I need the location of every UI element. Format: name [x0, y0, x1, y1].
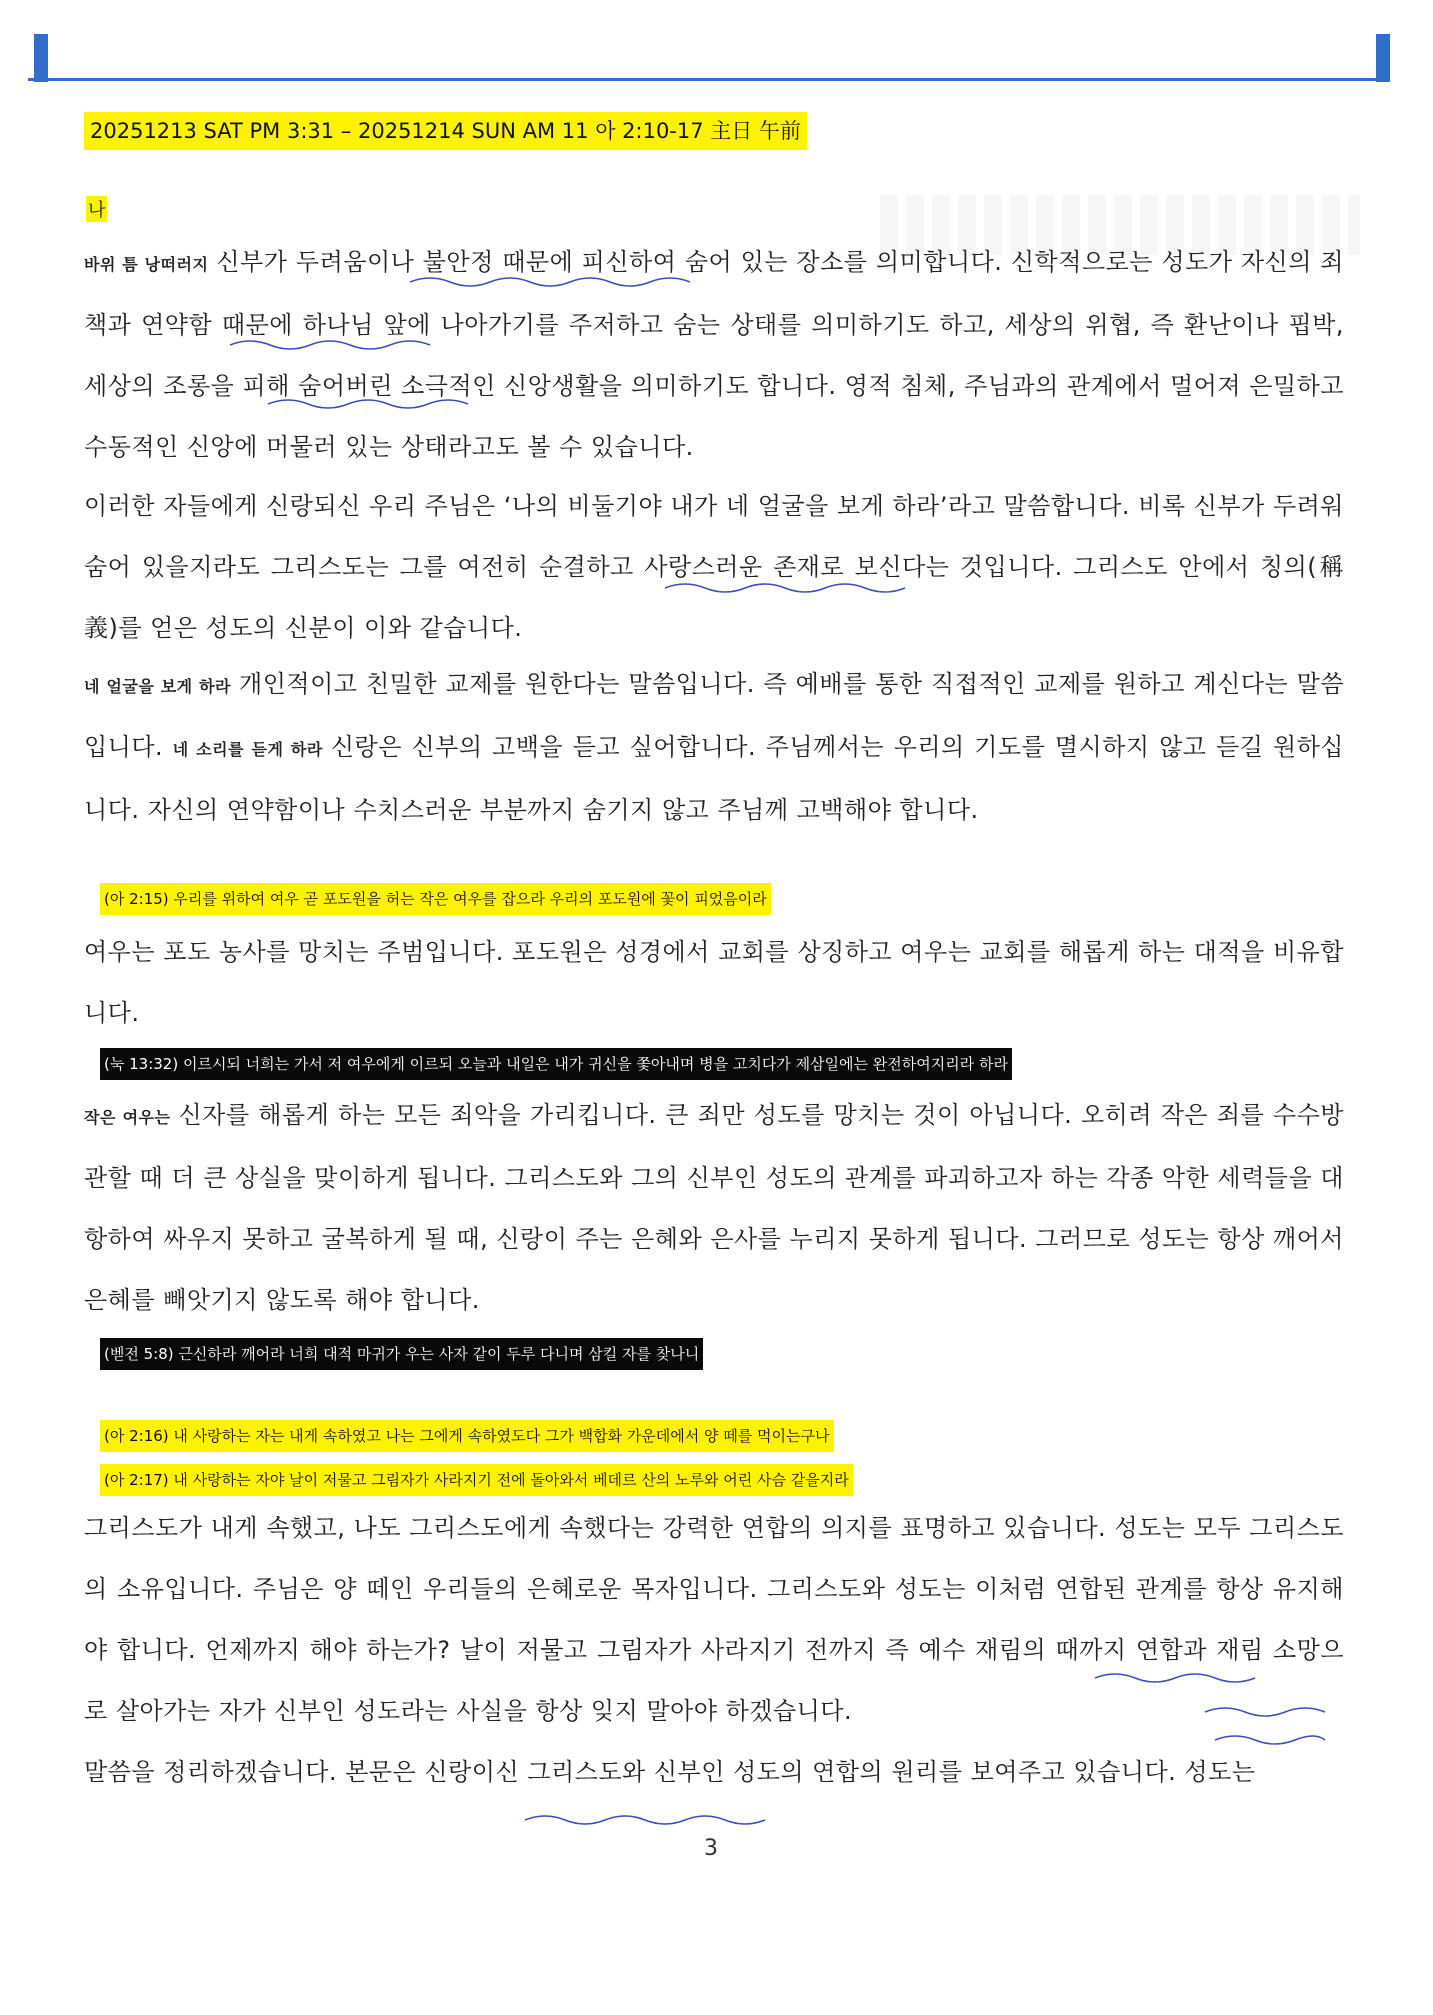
handwritten-note-mark	[1215, 1736, 1325, 1744]
handwritten-note-mark	[525, 1816, 765, 1824]
paragraph-text: 여우는 포도 농사를 망치는 주범입니다. 포도원은 성경에서 교회를 상징하고 여우는 교회를 해롭게 하는 대적을 비유합니다.	[84, 938, 1344, 1027]
handwritten-note-mark	[665, 584, 905, 592]
handwritten-note-mark	[1095, 1674, 1255, 1682]
paragraph-heading: 바위 틈 낭떠러지	[84, 255, 209, 274]
paragraph-text: 이러한 자들에게 신랑되신 우리 주님은 ‘나의 비둘기야 내가 네 얼굴을 보게 하라’라고 말씀합니다. 비록 신부가 두려워 숨어 있을지라도 그리스도는 그를 여전히 순결하고 사랑스러운 존재로 보신다는 것입니다. 그리스도 안에서 칭의(稱義)를 얻은 성도의 신분이 이와 같습니다.	[84, 492, 1344, 642]
paragraph-text: 신자를 해롭게 하는 모든 죄악을 가리킵니다. 큰 죄만 성도를 망치는 것이 아닙니다. 오히려 작은 죄를 수수방관할 때 더 큰 상실을 맞이하게 됩니다. 그리스도와 그의 신부인 성도의 관계를 파괴하고자 하는 각종 악한 세력들을 대항하여 싸우지 못하고 굴복하게 될 때, 신랑이 주는 은혜와 은사를 누리지 못하게 됩니다. 그러므로 성도는 항상 깨어서 은혜를 빼앗기지 않도록 해야 합니다.	[84, 1101, 1344, 1314]
paragraph-heading: 작은 여우는	[84, 1108, 171, 1127]
handwritten-note-mark	[1205, 1708, 1325, 1716]
verse-song-2-15: (아 2:15) 우리를 위하여 여우 곧 포도원을 허는 작은 여우를 잡으라 우리의 포도원에 꽃이 피었음이라	[100, 883, 771, 915]
verse-luke-13-32: (눅 13:32) 이르시되 너희는 가서 저 여우에게 이르되 오늘과 내일은 내가 귀신을 쫓아내며 병을 고치다가 제삼일에는 완전하여지리라 하라	[100, 1048, 1012, 1080]
verse-1peter-5-8: (벧전 5:8) 근신하라 깨어라 너희 대적 마귀가 우는 사자 같이 두루 다니며 삼킬 자를 찾나니	[100, 1338, 703, 1370]
paragraph-heading: 네 소리를 듣게 하라	[172, 740, 323, 759]
paragraph-text: 개인적이고 친밀한 교제를 원한다는 말씀입니다. 즉 예배를 통한 직접적인 교제를 원하고 계신다는 말씀입니다.	[84, 670, 1345, 761]
handwritten-note-mark	[268, 400, 468, 408]
header-date-range: 20251213 SAT PM 3:31 – 20251214 SUN AM 11 아 2:10-17 主日 午前	[84, 112, 807, 150]
paragraph-text: 신부가 두려움이나 불안정 때문에 피신하여 숨어 있는 장소를 의미합니다. 신학적으로는 성도가 자신의 죄책과 연약함 때문에 하나님 앞에 나아가기를 주저하고 숨는 상태를 의미하기도 하고, 세상의 위협, 즉 환난이나 핍박, 세상의 조롱을 피해 숨어버린 소극적인 신앙생활을 의미하기도 합니다. 영적 침체, 주님과의 관계에서 멀어져 은밀하고 수동적인 신앙에 머물러 있는 상태라고도 볼 수 있습니다.	[84, 248, 1344, 461]
paragraph-text: 그리스도가 내게 속했고, 나도 그리스도에게 속했다는 강력한 연합의 의지를 표명하고 있습니다. 성도는 모두 그리스도의 소유입니다. 주님은 양 떼인 우리들의 은혜로운 목자입니다. 그리스도와 성도는 이처럼 연합된 관계를 항상 유지해야 합니다. 언제까지 해야 하는가? 날이 저물고 그림자가 사라지기 전까지 즉 예수 재림의 때까지 연합과 재림 소망으로 살아가는 자가 신부인 성도라는 사실을 항상 잊지 말아야 하겠습니다.	[84, 1514, 1344, 1725]
paragraph-heading: 네 얼굴을 보게 하라	[84, 677, 232, 696]
handwritten-note-mark	[410, 278, 690, 286]
verse-song-2-17: (아 2:17) 내 사랑하는 자야 날이 저물고 그림자가 사라지기 전에 돌아와서 베데르 산의 노루와 어린 사슴 같을지라	[100, 1464, 853, 1496]
section-marker: 나	[86, 196, 107, 222]
paragraph-text: 말씀을 정리하겠습니다. 본문은 신랑이신 그리스도와 신부인 성도의 연합의 원리를 보여주고 있습니다. 성도는	[84, 1758, 1256, 1786]
paragraph-text: 신랑은 신부의 고백을 듣고 싶어합니다. 주님께서는 우리의 기도를 멸시하지 않고 듣길 원하십니다. 자신의 연약함이나 수치스러운 부분까지 숨기지 않고 주님께 고백해야 합니다.	[84, 733, 1344, 824]
page-number: 3	[704, 1836, 718, 1861]
handwritten-note-mark	[230, 341, 430, 349]
verse-song-2-16: (아 2:16) 내 사랑하는 자는 내게 속하였고 나는 그에게 속하였도다 그가 백합화 가운데에서 양 떼를 먹이는구나	[100, 1420, 834, 1452]
